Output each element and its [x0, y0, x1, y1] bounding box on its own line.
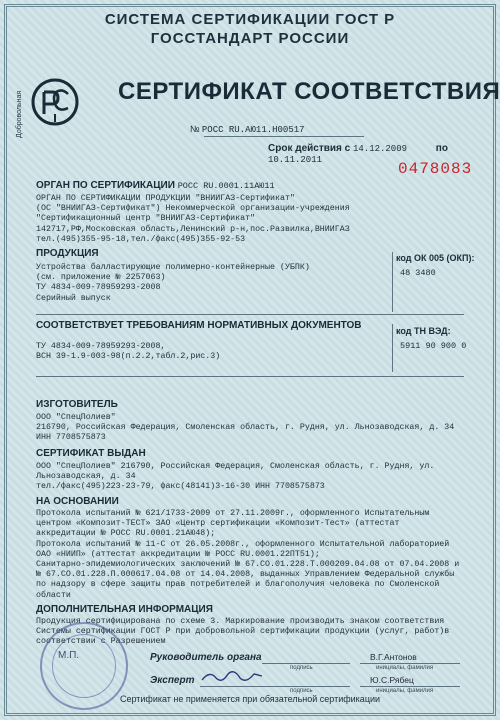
okp-divider: [392, 252, 393, 312]
basis-line: Протокола испытаний № 11-С от 26.05.2008г., оформленного Испытательной лабораторией: [36, 539, 450, 549]
basis-line: Санитарно-эпидемиологических заключений № 67.СО.01.228.Т.000209.04.08 от 07.04.2008 и: [36, 560, 460, 570]
organ-code: РОСС RU.0001.11АЮ11: [177, 181, 275, 191]
regno-underline: [204, 136, 364, 137]
head-signature-label: Руководитель органа: [150, 652, 262, 663]
manufacturer-line: ООО "СпецПолиев": [36, 413, 116, 422]
head-signature-caption: подпись: [290, 665, 313, 671]
header-line-1: СИСТЕМА СЕРТИФИКАЦИИ ГОСТ Р: [104, 11, 396, 28]
emblem-vertical-label: Добровольная: [16, 90, 23, 138]
serial-number: 0478083: [398, 160, 473, 178]
head-name: В.Г.Антонов: [370, 652, 417, 662]
product-line: Устройства балластирующие полимерно-контейнерные (УБПК): [36, 263, 310, 272]
additional-line: Системы сертификации ГОСТ Р при добровольной сертификации продукции (услуг, работ)в: [36, 627, 450, 637]
basis-line: ОАО «НИИП» (аттестат аккредитации № РОСС RU.0001.22ПТ51);: [36, 549, 320, 559]
tnved-label: код ТН ВЭД:: [396, 326, 451, 336]
issued-to-line: тел./факс(495)223-23-79, факс(48141)3-16-30 ИНН 7708575873: [36, 482, 325, 492]
okp-label: код ОК 005 (ОКП):: [396, 253, 475, 263]
registration-number: [190, 124, 305, 135]
head-name-line: [360, 663, 460, 664]
basis-line: центром «Композит-ТЕСТ» ЗАО «Центр сертификации «Композит-Тест» (аттестат: [36, 519, 400, 529]
organ-details: [36, 194, 350, 245]
expert-signature-caption: подпись: [290, 688, 313, 694]
expert-signature-label: Эксперт: [150, 675, 195, 686]
system-header: [0, 10, 500, 48]
additional-line: Продукция сертифицирована по схеме 3. Маркирование производить знаком соответствия: [36, 617, 445, 626]
divider: [36, 376, 464, 377]
registration-number-value: РОСС RU.АЮ11.Н00517: [201, 125, 305, 135]
compliance-heading: СООТВЕТСТВУЕТ ТРЕБОВАНИЯМ НОРМАТИВНЫХ ДОКУМЕНТОВ: [36, 320, 362, 331]
organ-heading: [36, 180, 275, 191]
okp-value: 48 3480: [400, 268, 436, 278]
issued-to-line: Льнозаводская, д. 34: [36, 472, 136, 482]
basis-line: аккредитации № РОСС RU.0001.21АЮ48);: [36, 529, 216, 539]
certificate-title: СЕРТИФИКАТ СООТВЕТСТВИЯ: [118, 78, 500, 105]
validity-label: Срок действия с: [268, 143, 351, 154]
validity-to-label: по: [435, 143, 448, 154]
header-line-2: ГОССТАНДАРТ РОССИИ: [150, 30, 350, 47]
validity-to: 10.11.2011: [268, 155, 323, 165]
product-line: Серийный выпуск: [36, 293, 111, 303]
rst-certification-mark-icon: [22, 62, 80, 142]
product-heading: ПРОДУКЦИЯ: [36, 248, 99, 259]
organ-line: (ОС "ВНИИГАЗ-Сертификат") Некоммерческой организации-учреждения: [36, 204, 350, 214]
expert-name: Ю.С.Рябец: [370, 675, 414, 685]
tnved-value: 5911 90 900 0: [400, 341, 467, 351]
issued-to-details: [36, 462, 434, 493]
footer-note: Сертификат не применяется при обязательной сертификации: [119, 694, 381, 704]
validity-from: 14.12.2009: [353, 144, 408, 154]
manufacturer-line: ИНН 7708575873: [36, 433, 106, 443]
expert-name-caption: инициалы, фамилия: [376, 688, 434, 694]
basis-line: № 67.СО.01.228.П.000617.04.08 от 14.04.2008, выданных Управлением Федеральной службы: [36, 570, 455, 580]
basis-line: по надзору в сфере защиты прав потребителей и благополучия человека по Смоленской: [36, 580, 440, 590]
registration-number-label: №: [190, 124, 200, 134]
additional-line: соответствии с Разрешением: [36, 637, 166, 647]
stamp-mp-label: М.П.: [58, 650, 80, 661]
divider: [36, 314, 464, 315]
organ-line: "Сертификационный центр "ВНИИГАЗ-Сертификат": [36, 214, 256, 224]
organ-line: 142717,РФ,Московская область,Ленинский р-н,пос.Развилка,ВНИИГАЗ: [36, 224, 350, 234]
product-details: [36, 263, 310, 304]
basis-details: [36, 509, 459, 601]
compliance-line: ВСН 39-1.9-003-98(п.2.2,табл.2,рис.3): [36, 352, 221, 362]
product-line: (см. приложение № 2257063): [36, 273, 166, 283]
issued-to-line: ООО "СпецПолиев" 216790, Российская Федерация, Смоленская область, г. Рудня, ул.: [36, 462, 435, 471]
issued-to-heading: СЕРТИФИКАТ ВЫДАН: [36, 448, 146, 459]
expert-name-line: [360, 686, 460, 687]
product-line: ТУ 4834-009-78959293-2008: [36, 283, 161, 293]
okp-code-box: [396, 253, 486, 278]
official-seal-inner: [52, 634, 116, 698]
additional-heading: ДОПОЛНИТЕЛЬНАЯ ИНФОРМАЦИЯ: [36, 604, 213, 615]
manufacturer-details: [36, 413, 454, 444]
head-name-caption: инициалы, фамилия: [376, 665, 434, 671]
manufacturer-line: 216790, Российская Федерация, Смоленская область, г. Рудня, ул. Льнозаводская, д. 34: [36, 423, 455, 433]
basis-line: Протокола испытаний № 621/1733-2009 от 27.11.2009г., оформленного Испытательным: [36, 509, 430, 518]
expert-signature-line: [200, 686, 350, 687]
organ-heading-label: ОРГАН ПО СЕРТИФИКАЦИИ: [36, 180, 175, 191]
organ-line: ОРГАН ПО СЕРТИФИКАЦИИ ПРОДУКЦИИ "ВНИИГАЗ-Сертификат": [36, 194, 295, 203]
compliance-details: [36, 342, 220, 362]
manufacturer-heading: ИЗГОТОВИТЕЛЬ: [36, 399, 118, 410]
basis-heading: НА ОСНОВАНИИ: [36, 496, 119, 507]
compliance-line: ТУ 4834-009-78959293-2008,: [36, 342, 166, 351]
head-signature-line: [262, 663, 350, 664]
expert-signature-icon: [200, 668, 264, 686]
tnved-divider: [392, 324, 393, 372]
organ-line: тел.(495)355-95-18,тел./факс(495)355-92-53: [36, 234, 246, 244]
basis-line: области: [36, 590, 71, 600]
tnved-code-box: [396, 326, 486, 351]
